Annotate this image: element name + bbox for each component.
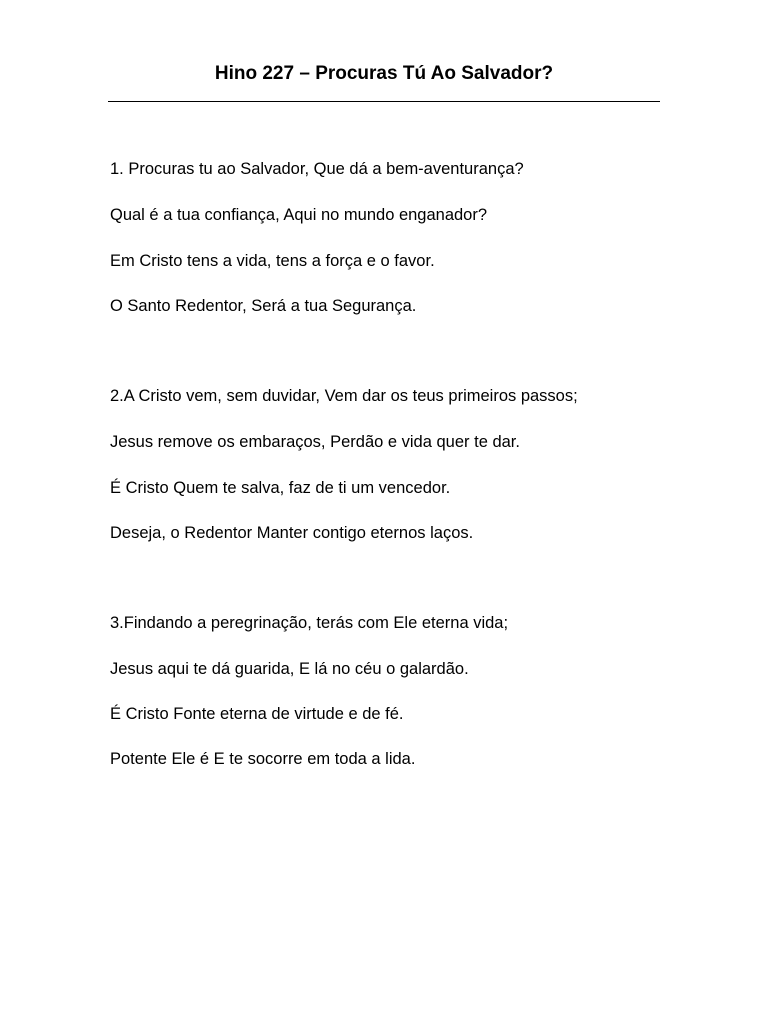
stanza-2-line-2: Jesus remove os embaraços, Perdão e vida quer te dar. (110, 433, 520, 451)
stanza-3-line-2: Jesus aqui te dá guarida, E lá no céu o galardão. (110, 660, 469, 678)
stanza-1-line-2: Qual é a tua confiança, Aqui no mundo enganador? (110, 206, 488, 224)
hymn-title: Hino 227 – Procuras Tú Ao Salvador? (214, 63, 554, 84)
stanza-1-line-3: Em Cristo tens a vida, tens a força e o favor. (110, 252, 435, 270)
stanza-2-line-3: É Cristo Quem te salva, faz de ti um vencedor. (110, 479, 451, 497)
stanza-3-line-3: É Cristo Fonte eterna de virtude e de fé. (110, 705, 404, 723)
stanza-1-line-4: O Santo Redentor, Será a tua Segurança. (110, 297, 417, 315)
stanza-3-line-4: Potente Ele é E te socorre em toda a lida. (110, 750, 416, 768)
stanza-2-line-1: 2.A Cristo vem, sem duvidar, Vem dar os teus primeiros passos; (110, 387, 578, 405)
stanza-1-line-1: 1. Procuras tu ao Salvador, Que dá a bem-aventurança? (110, 160, 524, 178)
stanza-3-line-1: 3.Findando a peregrinação, terás com Ele eterna vida; (110, 614, 509, 632)
stanza-2-line-4: Deseja, o Redentor Manter contigo eternos laços. (110, 524, 474, 542)
title-divider (108, 101, 660, 102)
